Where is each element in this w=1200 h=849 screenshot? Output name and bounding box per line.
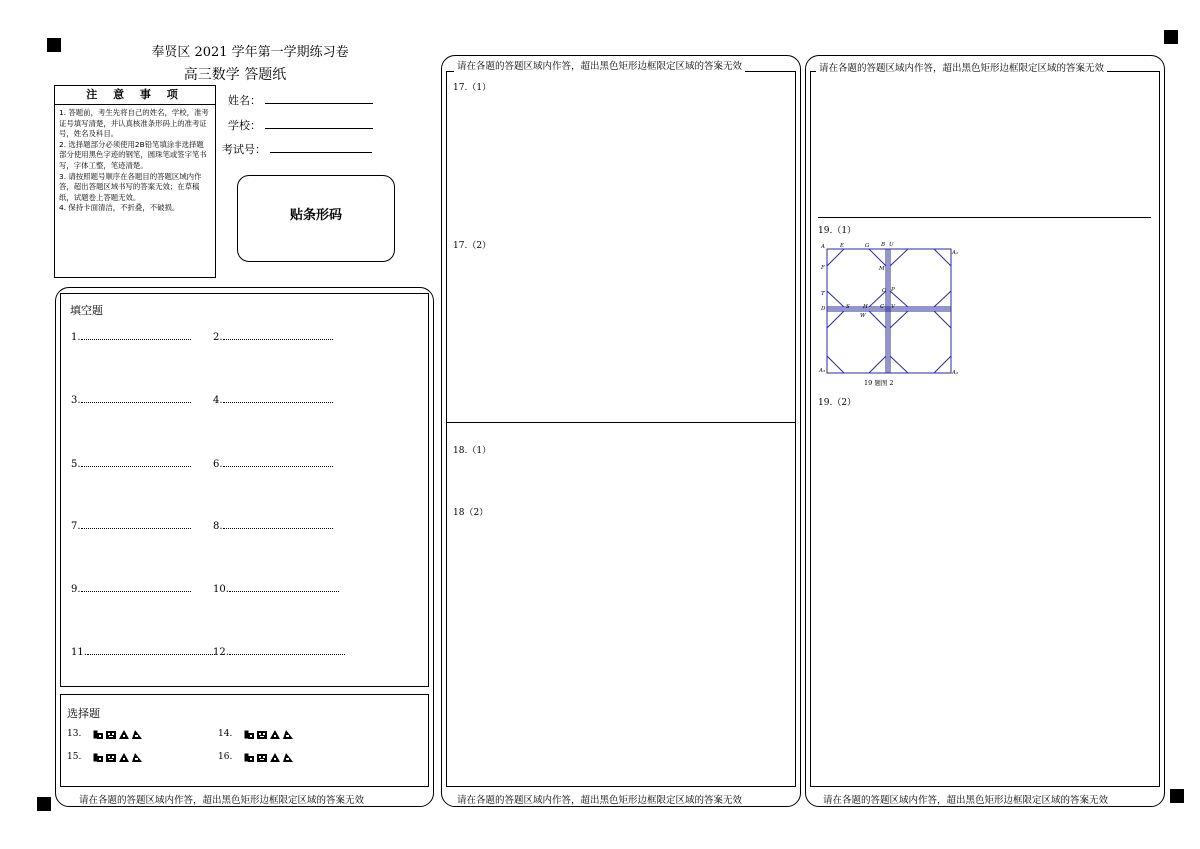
option-b-bubble[interactable]: [106, 730, 116, 739]
blank-5[interactable]: [71, 458, 191, 470]
blank-7[interactable]: [71, 520, 191, 532]
label-D: D: [821, 306, 826, 312]
right-bottom-warning: 请在各题的答题区域内作答，超出黑色矩形边框限定区域的答案无效: [820, 792, 1111, 806]
fill-blank-box: [60, 293, 429, 687]
left-panel-warning: 请在各题的答题区域内作答，超出黑色矩形边框限定区域的答案无效: [76, 792, 367, 806]
option-b-bubble[interactable]: [257, 753, 267, 762]
label-W: W: [860, 313, 866, 319]
exam-id-field[interactable]: [270, 143, 372, 153]
question-19-figure: [818, 240, 963, 390]
choice-15[interactable]: [67, 752, 145, 762]
label-M: M: [879, 266, 885, 272]
blank-number: 4.: [213, 395, 223, 406]
label-A: A: [821, 244, 825, 250]
middle-bottom-warning: 请在各题的答题区域内作答，超出黑色矩形边框限定区域的答案无效: [454, 792, 745, 806]
label-U: U: [889, 242, 894, 248]
notice-item: 4. 保持卡面清洁，不折叠，不破损。: [59, 203, 180, 213]
exam-id-label: 考试号：: [222, 143, 266, 156]
choice-number: 13.: [67, 729, 82, 739]
choice-number: 14.: [218, 729, 233, 739]
option-a-bubble[interactable]: [93, 753, 103, 762]
option-d-bubble[interactable]: [132, 753, 142, 762]
option-d-bubble[interactable]: [132, 730, 142, 739]
blank-8[interactable]: [213, 520, 333, 532]
blank-4[interactable]: [213, 394, 333, 406]
school-row: [228, 117, 373, 133]
blank-number: 1.: [71, 332, 81, 343]
label-E: E: [840, 243, 845, 249]
option-b-bubble[interactable]: [106, 753, 116, 762]
option-b-bubble[interactable]: [257, 730, 267, 739]
option-c-bubble[interactable]: [270, 753, 280, 762]
label-F: F: [821, 265, 825, 271]
label-H: H: [863, 304, 868, 310]
notice-item: 1. 答题前，考生先将自己的姓名，学校，准考证号填写清楚，并认真核准条形码上的准考证号，姓名及科目。: [59, 108, 209, 139]
label-V: V: [891, 304, 895, 310]
exam-subtitle: 高三数学 答题纸: [183, 67, 287, 83]
blank-number: 6.: [213, 459, 223, 470]
blank-number: 9.: [71, 584, 81, 595]
question-17-1-label: 17.（1）: [453, 83, 492, 93]
choice-13[interactable]: [67, 729, 145, 739]
middle-answer-box: [446, 71, 796, 787]
blank-number: 8.: [213, 521, 223, 532]
label-A2: A₂: [952, 370, 959, 376]
question-19-2-label: 19.（2）: [818, 398, 857, 408]
q18-q19-divider: [818, 217, 1151, 218]
registration-mark-top-left: [47, 38, 61, 52]
figure-caption: 19 题图 2: [864, 379, 894, 387]
label-O: O: [882, 288, 887, 294]
exam-id-row: [222, 141, 372, 157]
blank-10[interactable]: [213, 583, 339, 595]
exam-title: 奉贤区 2021 学年第一学期练习卷: [151, 45, 349, 60]
blank-number: 5.: [71, 459, 81, 470]
blank-number: 11.: [71, 647, 87, 658]
registration-mark-bottom-left: [37, 797, 51, 811]
notice-body: [55, 105, 215, 217]
option-a-bubble[interactable]: [244, 730, 254, 739]
name-row: [228, 92, 373, 108]
blank-number: 12.: [213, 647, 229, 658]
label-G: G: [865, 243, 870, 249]
label-P: P: [891, 287, 895, 293]
question-18-2-label: 18（2）: [453, 508, 489, 518]
blank-12[interactable]: [213, 646, 345, 658]
label-T: T: [821, 291, 825, 297]
name-label: 姓名：: [228, 94, 261, 107]
option-d-bubble[interactable]: [283, 730, 293, 739]
registration-mark-top-right: [1164, 30, 1178, 44]
option-a-bubble[interactable]: [244, 753, 254, 762]
notice-item: 2. 选择题部分必须使用2B铅笔填涂非选择题部分使用黑色字迹的钢笔，圆珠笔或签字笔书写，字体工整，笔迹清楚。: [59, 139, 207, 170]
middle-top-warning: 请在各题的答题区域内作答，超出黑色矩形边框限定区域的答案无效: [454, 58, 745, 72]
registration-mark-bottom-right: [1170, 789, 1184, 803]
blank-number: 7.: [71, 521, 81, 532]
barcode-area: 贴条形码: [237, 175, 395, 262]
school-label: 学校：: [228, 119, 261, 132]
blank-2[interactable]: [213, 331, 333, 343]
choice-title: 选择题: [67, 707, 100, 720]
school-field[interactable]: [265, 119, 373, 129]
question-18-1-label: 18.（1）: [453, 446, 492, 456]
option-a-bubble[interactable]: [93, 730, 103, 739]
blank-number: 10.: [213, 584, 229, 595]
blank-9[interactable]: [71, 583, 191, 595]
label-B: B: [881, 242, 886, 248]
notice-heading: 注 意 事 项: [55, 86, 215, 105]
question-19-1-label: 19.（1）: [818, 226, 857, 236]
right-answer-box: [810, 71, 1160, 787]
right-top-warning: 请在各题的答题区域内作答，超出黑色矩形边框限定区域的答案无效: [816, 60, 1107, 74]
blank-number: 3.: [71, 395, 81, 406]
blank-3[interactable]: [71, 394, 191, 406]
label-C: C: [880, 304, 885, 310]
choice-16[interactable]: [218, 752, 296, 762]
label-A3: A₃: [819, 368, 826, 374]
choice-number: 15.: [67, 752, 82, 762]
blank-number: 2.: [213, 332, 223, 343]
label-A1: A₁: [952, 250, 959, 256]
option-d-bubble[interactable]: [283, 753, 293, 762]
option-c-bubble[interactable]: [119, 730, 129, 739]
question-17-2-label: 17.（2）: [453, 241, 492, 251]
label-S: S: [846, 304, 850, 310]
option-c-bubble[interactable]: [270, 730, 280, 739]
name-field[interactable]: [265, 94, 373, 104]
q17-q18-divider: [446, 422, 796, 423]
fill-blank-title: 填空题: [70, 304, 103, 317]
notice-item: 3. 请按照题号顺序在各题目的答题区域内作答，超出答题区域书写的答案无效；在草稿纸，试题卷上答题无效。: [59, 171, 202, 202]
option-c-bubble[interactable]: [119, 753, 129, 762]
blank-6[interactable]: [213, 458, 333, 470]
choice-number: 16.: [218, 752, 233, 762]
blank-1[interactable]: [71, 331, 191, 343]
choice-box: [60, 694, 429, 787]
choice-14[interactable]: [218, 729, 296, 739]
notice-box: [54, 85, 216, 278]
blank-11[interactable]: [71, 646, 215, 658]
